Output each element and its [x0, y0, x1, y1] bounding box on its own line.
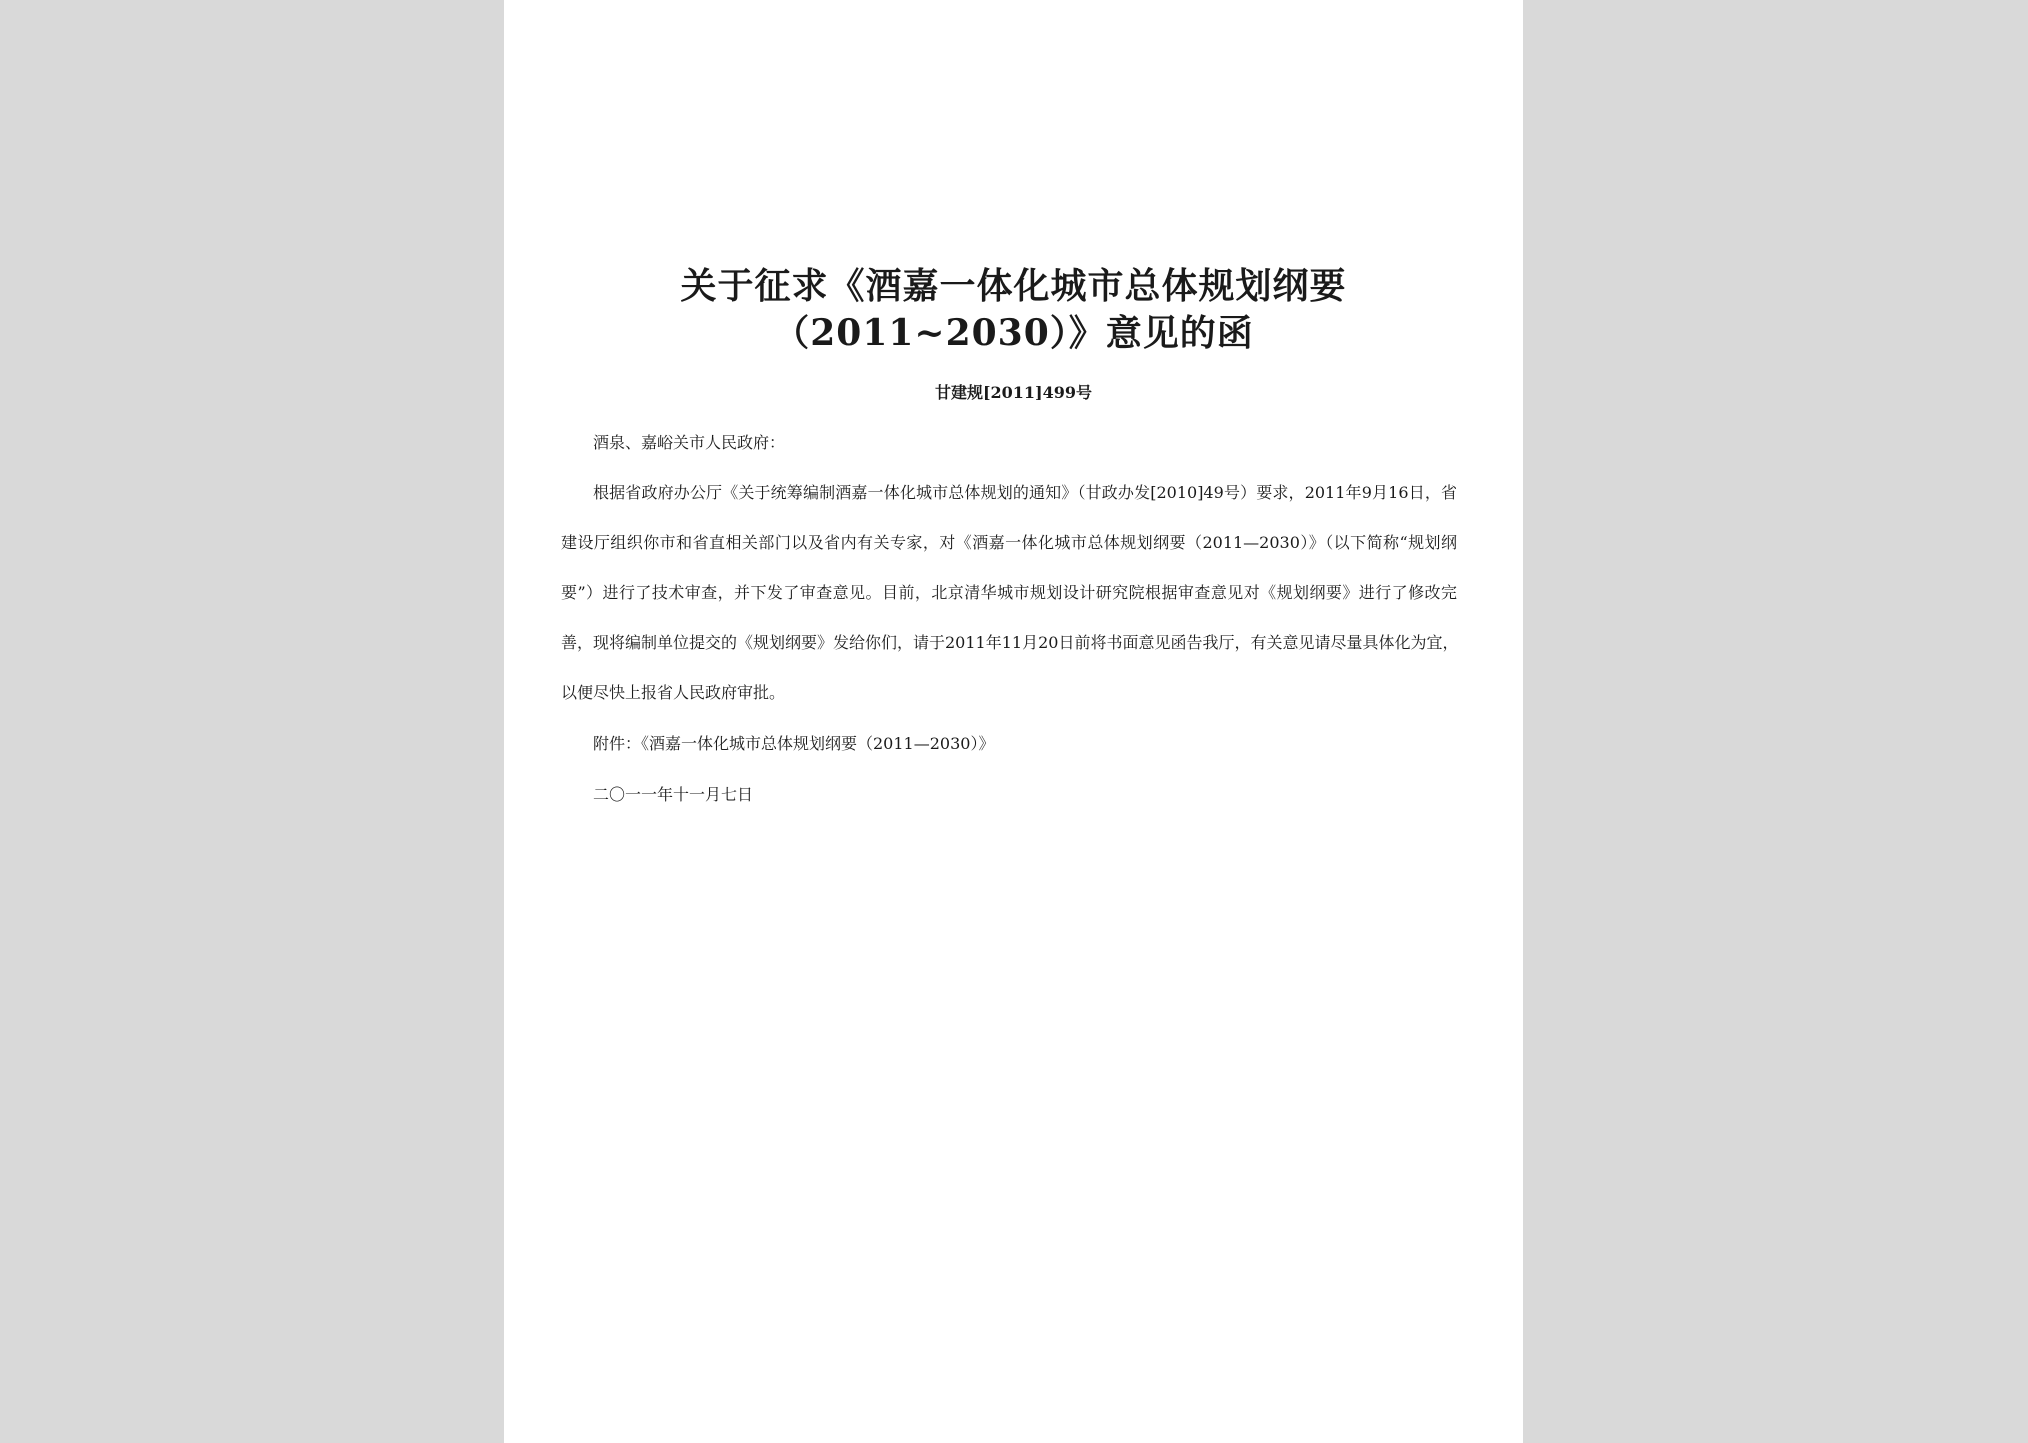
document-page	[504, 0, 1523, 1443]
document-date: 二〇一一年十一月七日	[593, 785, 754, 804]
body-line-2: 建设厅组织你市和省直相关部门以及省内有关专家，对《酒嘉一体化城市总体规划纲要（2011—2030）》（以下简称“规划纲	[561, 533, 1457, 552]
salutation: 酒泉、嘉峪关市人民政府：	[593, 433, 786, 452]
document-title-line-1: 关于征求《酒嘉一体化城市总体规划纲要	[680, 265, 1347, 307]
body-line-3: 要”）进行了技术审查，并下发了审查意见。目前，北京清华城市规划设计研究院根据审查意见对《规划纲要》进行了修改完	[561, 583, 1457, 602]
document-title-line-2: （2011~2030）》意见的函	[773, 312, 1254, 354]
body-line-5: 以便尽快上报省人民政府审批。	[561, 683, 786, 702]
attachment-note: 附件：《酒嘉一体化城市总体规划纲要（2011—2030）》	[593, 734, 995, 753]
body-line-4: 善，现将编制单位提交的《规划纲要》发给你们，请于2011年11月20日前将书面意见函告我厅，有关意见请尽量具体化为宜，	[561, 633, 1459, 652]
document-number: 甘建规[2011]499号	[934, 383, 1093, 402]
body-line-1: 根据省政府办公厅《关于统筹编制酒嘉一体化城市总体规划的通知》（甘政办发[2010]49号）要求，2011年9月16日，省	[593, 483, 1457, 502]
